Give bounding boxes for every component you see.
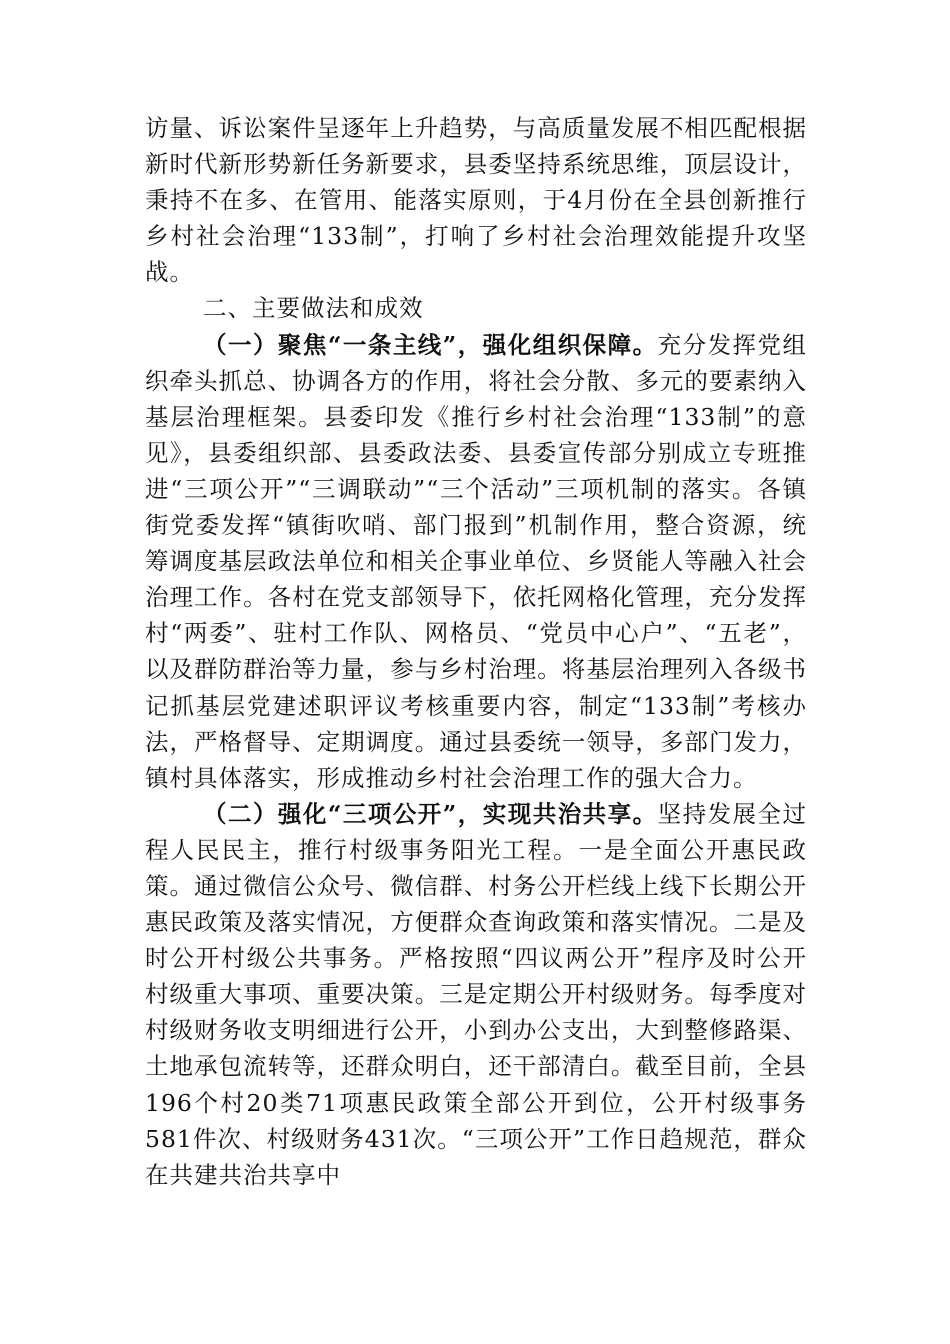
subsection-paragraph-2 bbox=[145, 796, 807, 1193]
subsection-1-lead: （一）聚焦“一条主线”，强化组织保障。 bbox=[203, 330, 658, 359]
subsection-2-body: 坚持发展全过程人民民主，推行村级事务阳光工程。一是全面公开惠民政策。通过微信公众号、微信群、村务公开栏线上线下长期公开惠民政策及落实情况，方便群众查询政策和落实情况。二是及时公开村级公共事务。严格按照“四议两公开”程序及时公开村级重大事项、重要决策。三是定期公开村级财务。每季度对村级财务收支明细进行公开，小到办公支出，大到整修路渠、土地承包流转等，还群众明白，还干部清白。截至目前，全县196个村20类71项惠民政策全部公开到位，公开村级事务581件次、村级财务431次。“三项公开”工作日趋规范，群众在共建共治共享中 bbox=[145, 799, 807, 1189]
subsection-2-lead: （二）强化“三项公开”，实现共治共享。 bbox=[203, 799, 658, 828]
document-body bbox=[145, 110, 807, 1193]
subsection-paragraph-1 bbox=[145, 327, 807, 796]
section-heading: 二、主要做法和成效 bbox=[203, 294, 424, 323]
subsection-1-body: 充分发挥党组织牵头抓总、协调各方的作用，将社会分散、多元的要素纳入基层治理框架。县委印发《推行乡村社会治理“133制”的意见》，县委组织部、县委政法委、县委宣传部分别成立专班推进“三项公开”“三调联动”“三个活动”三项机制的落实。各镇街党委发挥“镇街吹哨、部门报到”机制作用，整合资源，统筹调度基层政法单位和相关企事业单位、乡贤能人等融入社会治理工作。各村在党支部领导下，依托网格化管理，充分发挥村“两委”、驻村工作队、网格员、“党员中心户”、“五老”，以及群防群治等力量，参与乡村治理。将基层治理列入各级书记抓基层党建述职评议考核重要内容，制定“133制”考核办法，严格督导、定期调度。通过县委统一领导，多部门发力，镇村具体落实，形成推动乡村社会治理工作的强大合力。 bbox=[145, 330, 807, 792]
intro-paragraph: 访量、诉讼案件呈逐年上升趋势，与高质量发展不相匹配根据新时代新形势新任务新要求，县委坚持系统思维，顶层设计，秉持不在多、在管用、能落实原则，于4月份在全县创新推行乡村社会治理“133制”，打响了乡村社会治理效能提升攻坚战。 bbox=[145, 114, 807, 287]
